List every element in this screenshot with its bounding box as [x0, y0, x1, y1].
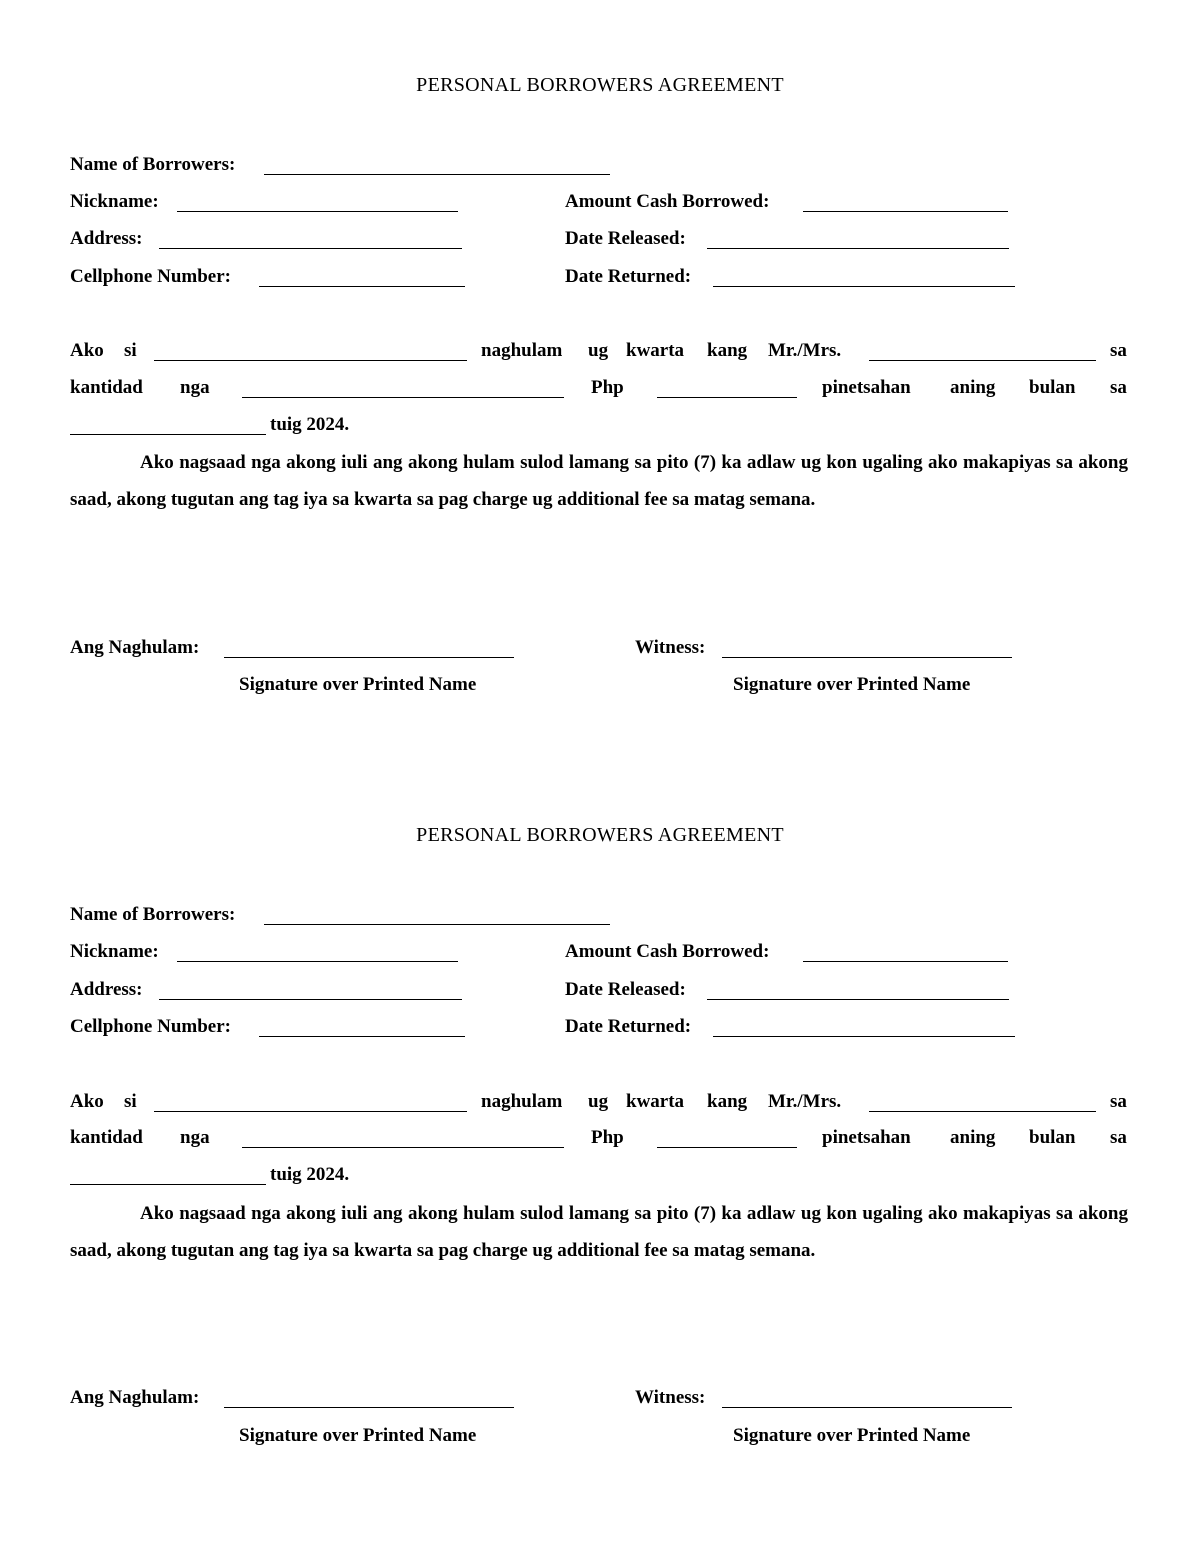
amount-cash-borrowed-label: Amount Cash Borrowed: [565, 191, 770, 212]
statement-word: tuig 2024. [270, 414, 350, 435]
amount-cash-borrowed-line[interactable] [803, 211, 1008, 212]
borrower-signature-label: Ang Naghulam: [70, 637, 200, 658]
statement-word: si [124, 1091, 137, 1112]
statement-word: nga [180, 377, 210, 398]
statement-word: kantidad [70, 1127, 143, 1148]
lender-name-line[interactable] [869, 360, 1096, 361]
statement-word: Php [591, 377, 624, 398]
cellphone-number-label: Cellphone Number: [70, 266, 231, 287]
amount-in-words-line[interactable] [242, 1147, 564, 1148]
cellphone-number-line[interactable] [259, 286, 465, 287]
date-line[interactable] [70, 434, 266, 435]
nickname-line[interactable] [177, 211, 458, 212]
agreement-paragraph: Ako nagsaad nga akong iuli ang akong hulam sulod lamang sa pito (7) ka adlaw ug kon ugaling ako makapiyas sa akong saad, akong tugutan ang tag iya sa kwarta sa pag charge ug additional fee sa matag semana. [70, 1203, 1128, 1261]
borrower-signature-caption: Signature over Printed Name [239, 1425, 477, 1446]
name-of-borrowers-label: Name of Borrowers: [70, 154, 236, 175]
witness-signature-label: Witness: [635, 1387, 706, 1408]
cellphone-number-line[interactable] [259, 1036, 465, 1037]
witness-signature-line[interactable] [722, 1407, 1012, 1408]
nickname-line[interactable] [177, 961, 458, 962]
amount-cash-borrowed-label: Amount Cash Borrowed: [565, 941, 770, 962]
statement-word: pinetsahan [822, 377, 911, 398]
statement-word: ug [588, 1091, 609, 1112]
statement-word: Mr./Mrs. [768, 1091, 842, 1112]
statement-word: naghulam [481, 340, 563, 361]
date-released-label: Date Released: [565, 228, 686, 249]
date-released-line[interactable] [707, 999, 1009, 1000]
borrower-signature-caption: Signature over Printed Name [239, 674, 477, 695]
statement-word: ug [588, 340, 609, 361]
address-line[interactable] [159, 248, 462, 249]
nickname-label: Nickname: [70, 941, 159, 962]
witness-signature-caption: Signature over Printed Name [733, 674, 971, 695]
name-of-borrowers-line[interactable] [264, 924, 610, 925]
statement-word: kang [707, 340, 748, 361]
statement-word: sa [1110, 1127, 1127, 1148]
statement-word: bulan [1029, 377, 1076, 398]
amount-cash-borrowed-line[interactable] [803, 961, 1008, 962]
date-returned-label: Date Returned: [565, 1016, 692, 1037]
form-title: PERSONAL BORROWERS AGREEMENT [416, 74, 784, 96]
address-label: Address: [70, 228, 143, 249]
name-of-borrowers-line[interactable] [264, 174, 610, 175]
statement-word: bulan [1029, 1127, 1076, 1148]
amount-in-words-line[interactable] [242, 397, 564, 398]
form-title: PERSONAL BORROWERS AGREEMENT [416, 824, 784, 846]
statement-word: Mr./Mrs. [768, 340, 842, 361]
borrower-name-line[interactable] [154, 360, 467, 361]
address-label: Address: [70, 979, 143, 1000]
date-released-label: Date Released: [565, 979, 686, 1000]
statement-word: aning [950, 1127, 996, 1148]
date-returned-line[interactable] [713, 1036, 1015, 1037]
witness-signature-label: Witness: [635, 637, 706, 658]
cellphone-number-label: Cellphone Number: [70, 1016, 231, 1037]
statement-word: nga [180, 1127, 210, 1148]
statement-word: kwarta [626, 340, 685, 361]
agreement-paragraph: Ako nagsaad nga akong iuli ang akong hulam sulod lamang sa pito (7) ka adlaw ug kon ugaling ako makapiyas sa akong saad, akong tugutan ang tag iya sa kwarta sa pag charge ug additional fee sa matag semana. [70, 452, 1128, 510]
statement-word: Ako [70, 340, 104, 361]
statement-word: naghulam [481, 1091, 563, 1112]
borrower-name-line[interactable] [154, 1111, 467, 1112]
borrower-signature-line[interactable] [224, 657, 514, 658]
witness-signature-line[interactable] [722, 657, 1012, 658]
php-amount-line[interactable] [657, 1147, 797, 1148]
date-returned-label: Date Returned: [565, 266, 692, 287]
lender-name-line[interactable] [869, 1111, 1096, 1112]
date-line[interactable] [70, 1184, 266, 1185]
name-of-borrowers-label: Name of Borrowers: [70, 904, 236, 925]
statement-word: sa [1110, 1091, 1127, 1112]
statement-word: kang [707, 1091, 748, 1112]
statement-word: pinetsahan [822, 1127, 911, 1148]
statement-word: si [124, 340, 137, 361]
witness-signature-caption: Signature over Printed Name [733, 1425, 971, 1446]
nickname-label: Nickname: [70, 191, 159, 212]
statement-word: Ako [70, 1091, 104, 1112]
statement-word: kwarta [626, 1091, 685, 1112]
borrower-signature-line[interactable] [224, 1407, 514, 1408]
php-amount-line[interactable] [657, 397, 797, 398]
address-line[interactable] [159, 999, 462, 1000]
statement-word: aning [950, 377, 996, 398]
borrower-signature-label: Ang Naghulam: [70, 1387, 200, 1408]
statement-word: sa [1110, 377, 1127, 398]
statement-word: tuig 2024. [270, 1164, 350, 1185]
statement-word: kantidad [70, 377, 143, 398]
date-returned-line[interactable] [713, 286, 1015, 287]
date-released-line[interactable] [707, 248, 1009, 249]
statement-word: Php [591, 1127, 624, 1148]
statement-word: sa [1110, 340, 1127, 361]
